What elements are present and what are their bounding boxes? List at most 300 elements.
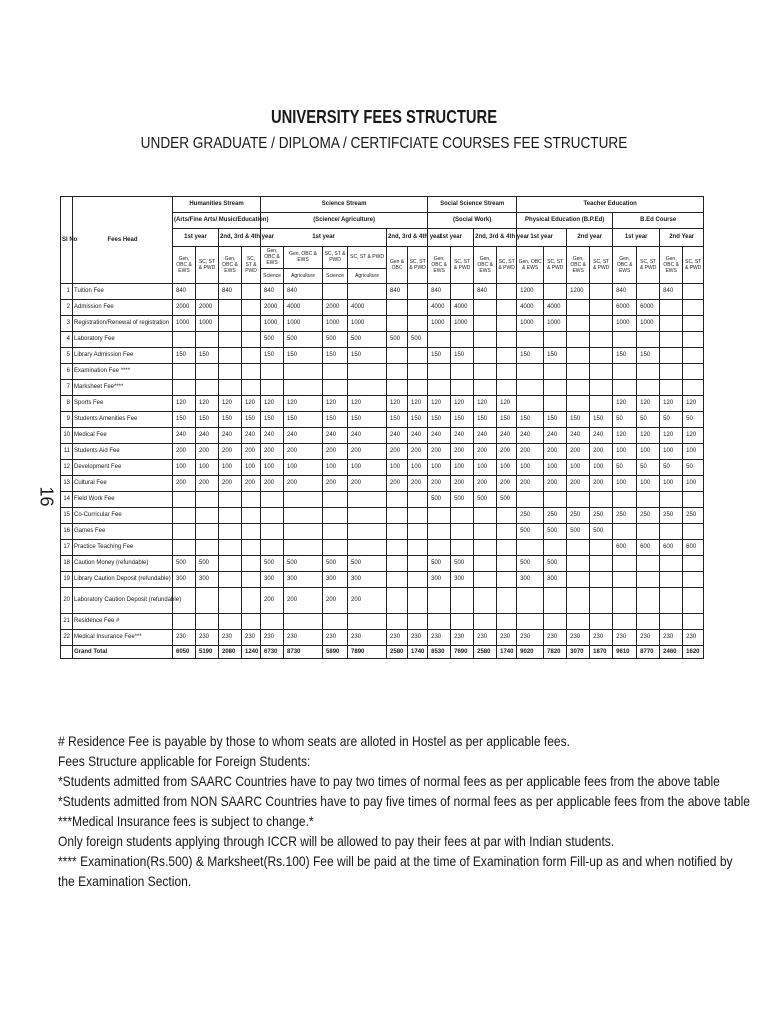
- fee-amount-cell: 200: [590, 476, 613, 492]
- fee-amount-cell: [196, 380, 219, 396]
- fee-amount-cell: 120: [261, 396, 284, 412]
- fee-amount-cell: [451, 614, 474, 630]
- fee-amount-cell: [408, 348, 428, 364]
- fee-amount-cell: [173, 540, 196, 556]
- fee-amount-cell: [517, 588, 544, 614]
- fee-amount-cell: 120: [660, 396, 683, 412]
- sl-no-cell: 5: [61, 348, 73, 364]
- fee-amount-cell: [451, 380, 474, 396]
- table-row: [61, 396, 704, 412]
- fee-amount-cell: [517, 396, 544, 412]
- fee-amount-cell: 100: [660, 444, 683, 460]
- fee-amount-cell: [219, 524, 242, 540]
- fee-amount-cell: 4000: [348, 300, 387, 316]
- fee-amount-cell: [196, 492, 219, 508]
- fee-amount-cell: 200: [261, 444, 284, 460]
- fee-amount-cell: [196, 524, 219, 540]
- fee-amount-cell: [517, 540, 544, 556]
- category-header: SC, ST & PWD: [497, 247, 517, 284]
- fee-amount-cell: [408, 572, 428, 588]
- sl-no-cell: 19: [61, 572, 73, 588]
- table-row: [61, 412, 704, 428]
- fee-amount-cell: [242, 556, 261, 572]
- fee-amount-cell: [590, 332, 613, 348]
- fee-amount-cell: 240: [544, 428, 567, 444]
- fee-amount-cell: [637, 614, 660, 630]
- fee-amount-cell: [544, 364, 567, 380]
- fee-amount-cell: 1000: [517, 316, 544, 332]
- fee-amount-cell: 100: [428, 460, 451, 476]
- fee-amount-cell: 150: [451, 348, 474, 364]
- page-number: 16: [36, 486, 57, 507]
- stream-header-row: [61, 197, 704, 213]
- fee-amount-cell: [474, 524, 497, 540]
- fee-amount-cell: 100: [408, 460, 428, 476]
- fee-amount-cell: 200: [348, 588, 387, 614]
- fee-amount-cell: [637, 492, 660, 508]
- fee-amount-cell: 150: [196, 412, 219, 428]
- fee-amount-cell: [497, 332, 517, 348]
- fee-amount-cell: [261, 364, 284, 380]
- fee-amount-cell: [683, 556, 704, 572]
- fee-amount-cell: 500: [348, 556, 387, 572]
- fee-amount-cell: [428, 508, 451, 524]
- fee-amount-cell: 2000: [173, 300, 196, 316]
- fee-amount-cell: [497, 284, 517, 300]
- fee-amount-cell: 100: [451, 460, 474, 476]
- fee-amount-cell: [408, 614, 428, 630]
- fee-amount-cell: 200: [242, 444, 261, 460]
- fee-amount-cell: 150: [517, 348, 544, 364]
- fee-amount-cell: 200: [544, 444, 567, 460]
- fee-amount-cell: 100: [613, 444, 637, 460]
- table-row: [61, 348, 704, 364]
- fee-amount-cell: 120: [242, 396, 261, 412]
- fee-amount-cell: 120: [196, 396, 219, 412]
- grand-total-label: Grand Total: [73, 646, 173, 659]
- fee-amount-cell: 300: [517, 572, 544, 588]
- fee-amount-cell: [590, 540, 613, 556]
- fee-amount-cell: 500: [590, 524, 613, 540]
- fee-amount-cell: [408, 492, 428, 508]
- fee-amount-cell: 100: [683, 444, 704, 460]
- fee-amount-cell: 100: [497, 460, 517, 476]
- table-row: [61, 364, 704, 380]
- fee-amount-cell: [474, 380, 497, 396]
- fee-amount-cell: [348, 508, 387, 524]
- fee-amount-cell: 500: [517, 556, 544, 572]
- bped-course: Physical Education (B.P.Ed): [517, 213, 613, 229]
- fee-amount-cell: 100: [683, 476, 704, 492]
- fee-amount-cell: 250: [660, 508, 683, 524]
- fee-amount-cell: 200: [173, 444, 196, 460]
- fee-amount-cell: 500: [196, 556, 219, 572]
- fee-head-cell: Residence Fee #: [73, 614, 173, 630]
- fee-amount-cell: 500: [261, 332, 284, 348]
- year-header: 1st year: [261, 229, 387, 247]
- fee-amount-cell: 230: [242, 630, 261, 646]
- fee-amount-cell: [428, 524, 451, 540]
- fee-amount-cell: 240: [451, 428, 474, 444]
- fee-amount-cell: [590, 364, 613, 380]
- fee-amount-cell: 150: [348, 348, 387, 364]
- fee-amount-cell: [323, 492, 348, 508]
- fee-head-cell: Tuition Fee: [73, 284, 173, 300]
- fee-amount-cell: [261, 524, 284, 540]
- fee-head-cell: Medical Fee: [73, 428, 173, 444]
- fee-amount-cell: 300: [451, 572, 474, 588]
- fee-amount-cell: 250: [567, 508, 590, 524]
- fee-amount-cell: [590, 572, 613, 588]
- fee-amount-cell: 200: [261, 588, 284, 614]
- fee-amount-cell: [613, 556, 637, 572]
- sl-no-cell: 16: [61, 524, 73, 540]
- fee-amount-cell: 230: [173, 630, 196, 646]
- table-row: [61, 588, 704, 614]
- fee-amount-cell: 200: [408, 476, 428, 492]
- fee-amount-cell: [637, 556, 660, 572]
- fee-amount-cell: 150: [173, 412, 196, 428]
- fee-amount-cell: 120: [348, 396, 387, 412]
- fee-amount-cell: [660, 332, 683, 348]
- fee-amount-cell: 240: [348, 428, 387, 444]
- fee-amount-cell: [497, 508, 517, 524]
- fee-amount-cell: [451, 540, 474, 556]
- grand-total-cell: 9020: [517, 646, 544, 659]
- fee-amount-cell: [408, 524, 428, 540]
- fee-amount-cell: [451, 364, 474, 380]
- fee-amount-cell: [517, 364, 544, 380]
- humanities-stream-header: Humanities Stream: [173, 197, 261, 213]
- fee-amount-cell: [660, 492, 683, 508]
- fee-amount-cell: [497, 380, 517, 396]
- year-header: 1st year: [173, 229, 219, 247]
- fee-amount-cell: [219, 348, 242, 364]
- fee-amount-cell: 1200: [567, 284, 590, 300]
- fee-amount-cell: [660, 524, 683, 540]
- fee-amount-cell: [544, 380, 567, 396]
- fee-amount-cell: [660, 316, 683, 332]
- sl-no-cell: 21: [61, 614, 73, 630]
- fee-amount-cell: [544, 284, 567, 300]
- sl-no-cell: 15: [61, 508, 73, 524]
- fee-amount-cell: [428, 540, 451, 556]
- fee-amount-cell: 50: [613, 460, 637, 476]
- fee-amount-cell: 230: [517, 630, 544, 646]
- fee-amount-cell: 840: [219, 284, 242, 300]
- fee-amount-cell: 230: [567, 630, 590, 646]
- fee-amount-cell: 120: [637, 396, 660, 412]
- fee-amount-cell: [173, 508, 196, 524]
- fee-amount-cell: [348, 492, 387, 508]
- fee-amount-cell: [284, 380, 323, 396]
- fee-amount-cell: [544, 492, 567, 508]
- fee-amount-cell: 500: [428, 492, 451, 508]
- fee-amount-cell: [242, 364, 261, 380]
- fee-amount-cell: 840: [261, 284, 284, 300]
- fee-amount-cell: 200: [408, 444, 428, 460]
- fee-amount-cell: 100: [284, 460, 323, 476]
- fee-amount-cell: [173, 524, 196, 540]
- fee-amount-cell: [683, 524, 704, 540]
- fee-amount-cell: 200: [348, 476, 387, 492]
- table-row: [61, 556, 704, 572]
- science-stream-header: Science Stream: [261, 197, 428, 213]
- teacher-education-header: Teacher Education: [517, 197, 704, 213]
- fees-table: [60, 196, 704, 659]
- fee-amount-cell: 100: [173, 460, 196, 476]
- fee-amount-cell: [660, 572, 683, 588]
- fee-amount-cell: 500: [323, 332, 348, 348]
- category-header: SC, ST & PWD: [590, 247, 613, 284]
- note-foreign-heading: Fees Structure applicable for Foreign Students:: [58, 753, 311, 769]
- fee-amount-cell: 50: [637, 460, 660, 476]
- fee-amount-cell: 600: [637, 540, 660, 556]
- fee-amount-cell: 150: [637, 348, 660, 364]
- fee-amount-cell: 200: [173, 476, 196, 492]
- fee-amount-cell: 150: [451, 412, 474, 428]
- social-science-courses: (Social Work): [428, 213, 517, 229]
- fee-amount-cell: [387, 348, 408, 364]
- fee-amount-cell: [637, 524, 660, 540]
- fee-amount-cell: [497, 588, 517, 614]
- fee-amount-cell: [348, 284, 387, 300]
- category-header: SC, ST & PWD: [683, 247, 704, 284]
- sl-no-cell: 8: [61, 396, 73, 412]
- fee-amount-cell: 150: [173, 348, 196, 364]
- fee-amount-cell: [387, 572, 408, 588]
- fee-amount-cell: [567, 380, 590, 396]
- table-row: [61, 460, 704, 476]
- sl-no-cell: 7: [61, 380, 73, 396]
- fee-amount-cell: [242, 492, 261, 508]
- fee-amount-cell: 240: [261, 428, 284, 444]
- fee-amount-cell: [683, 300, 704, 316]
- fee-amount-cell: [219, 556, 242, 572]
- fee-amount-cell: [261, 540, 284, 556]
- fee-amount-cell: [242, 508, 261, 524]
- fee-amount-cell: 200: [196, 476, 219, 492]
- fee-amount-cell: [613, 492, 637, 508]
- fee-amount-cell: 240: [387, 428, 408, 444]
- fee-amount-cell: [544, 614, 567, 630]
- table-row: [61, 380, 704, 396]
- category-header: Gen, OBC & EWS: [219, 247, 242, 284]
- fee-amount-cell: [323, 614, 348, 630]
- fee-amount-cell: 500: [387, 332, 408, 348]
- grand-total-cell: 7690: [451, 646, 474, 659]
- fee-amount-cell: 200: [261, 476, 284, 492]
- fee-amount-cell: [590, 300, 613, 316]
- fee-amount-cell: 500: [284, 332, 323, 348]
- fee-amount-cell: [567, 540, 590, 556]
- page-subtitle: UNDER GRADUATE / DIPLOMA / CERTIFCIATE COURSES FEE STRUCTURE: [140, 135, 628, 152]
- fee-amount-cell: 240: [517, 428, 544, 444]
- grand-total-cell: 1740: [408, 646, 428, 659]
- fee-amount-cell: [497, 316, 517, 332]
- fee-amount-cell: 500: [261, 556, 284, 572]
- fee-amount-cell: 600: [613, 540, 637, 556]
- fee-amount-cell: [660, 614, 683, 630]
- fee-amount-cell: [590, 396, 613, 412]
- fee-amount-cell: 200: [590, 444, 613, 460]
- fee-amount-cell: [242, 348, 261, 364]
- fee-head-cell: Medical Insurance Fee***: [73, 630, 173, 646]
- fee-amount-cell: [387, 556, 408, 572]
- fee-amount-cell: [196, 364, 219, 380]
- fee-amount-cell: 240: [219, 428, 242, 444]
- fee-amount-cell: 150: [428, 348, 451, 364]
- grand-total-row: [61, 646, 704, 659]
- fee-amount-cell: 230: [637, 630, 660, 646]
- fee-amount-cell: 500: [428, 556, 451, 572]
- fee-amount-cell: 100: [660, 476, 683, 492]
- fee-amount-cell: 1200: [517, 284, 544, 300]
- fee-amount-cell: 120: [613, 428, 637, 444]
- fee-amount-cell: [219, 508, 242, 524]
- empty-cell: [61, 646, 73, 659]
- fee-amount-cell: 240: [567, 428, 590, 444]
- sl-no-cell: 6: [61, 364, 73, 380]
- fee-amount-cell: [660, 556, 683, 572]
- fee-amount-cell: 200: [348, 444, 387, 460]
- fee-amount-cell: [219, 364, 242, 380]
- fee-amount-cell: 230: [348, 630, 387, 646]
- grand-total-cell: 1240: [242, 646, 261, 659]
- fee-amount-cell: [567, 572, 590, 588]
- fee-amount-cell: [637, 588, 660, 614]
- fee-amount-cell: [284, 540, 323, 556]
- fee-amount-cell: 300: [348, 572, 387, 588]
- fee-amount-cell: [590, 492, 613, 508]
- fee-head-cell: Admission Fee: [73, 300, 173, 316]
- grand-total-cell: 1620: [683, 646, 704, 659]
- sl-no-cell: 13: [61, 476, 73, 492]
- fee-amount-cell: 200: [428, 444, 451, 460]
- fees-table-container: [60, 196, 704, 659]
- fee-amount-cell: [284, 508, 323, 524]
- fee-amount-cell: [348, 364, 387, 380]
- fee-amount-cell: 150: [284, 412, 323, 428]
- table-row: [61, 492, 704, 508]
- sl-no-cell: 18: [61, 556, 73, 572]
- category-header: Gen, OBC & EWS: [261, 247, 284, 269]
- fee-amount-cell: [590, 380, 613, 396]
- fee-amount-cell: [637, 284, 660, 300]
- fee-head-cell: Practice Teaching Fee: [73, 540, 173, 556]
- fee-amount-cell: 230: [408, 630, 428, 646]
- fee-amount-cell: [196, 508, 219, 524]
- fee-amount-cell: 500: [408, 332, 428, 348]
- fee-amount-cell: 120: [408, 396, 428, 412]
- fee-amount-cell: [428, 332, 451, 348]
- fee-amount-cell: 150: [613, 348, 637, 364]
- fee-amount-cell: 120: [474, 396, 497, 412]
- fee-amount-cell: [637, 332, 660, 348]
- fee-amount-cell: [428, 380, 451, 396]
- fee-amount-cell: 1000: [637, 316, 660, 332]
- fee-amount-cell: [517, 492, 544, 508]
- fee-amount-cell: 2000: [323, 300, 348, 316]
- fee-amount-cell: [567, 316, 590, 332]
- table-row: [61, 524, 704, 540]
- fee-amount-cell: [474, 348, 497, 364]
- fee-amount-cell: [683, 572, 704, 588]
- sl-no-cell: 20: [61, 588, 73, 614]
- fee-amount-cell: 120: [387, 396, 408, 412]
- grand-total-cell: 8530: [428, 646, 451, 659]
- fee-amount-cell: 150: [428, 412, 451, 428]
- category-header: Gen, OBC & EWS: [284, 247, 323, 269]
- category-header: Gen, OBC & EWS: [613, 247, 637, 284]
- grand-total-cell: 6730: [261, 646, 284, 659]
- fee-amount-cell: 500: [451, 492, 474, 508]
- fee-amount-cell: [474, 614, 497, 630]
- fee-amount-cell: 230: [428, 630, 451, 646]
- year-header: 2nd Year: [660, 229, 704, 247]
- year-header: 1st year: [517, 229, 567, 247]
- fee-amount-cell: 4000: [544, 300, 567, 316]
- fee-amount-cell: [517, 614, 544, 630]
- fee-amount-cell: [408, 508, 428, 524]
- fee-amount-cell: [242, 540, 261, 556]
- fee-amount-cell: 500: [323, 556, 348, 572]
- fee-amount-cell: 100: [637, 444, 660, 460]
- fee-head-cell: Development Fee: [73, 460, 173, 476]
- fee-amount-cell: 4000: [451, 300, 474, 316]
- fee-amount-cell: 500: [173, 556, 196, 572]
- fee-amount-cell: 1000: [284, 316, 323, 332]
- fee-amount-cell: 600: [660, 540, 683, 556]
- fee-amount-cell: [660, 380, 683, 396]
- sl-no-header: Sl No: [61, 197, 73, 284]
- fee-amount-cell: [517, 332, 544, 348]
- table-row: [61, 284, 704, 300]
- fee-amount-cell: 200: [567, 476, 590, 492]
- fee-amount-cell: 150: [408, 412, 428, 428]
- fee-amount-cell: [173, 492, 196, 508]
- fee-amount-cell: [613, 332, 637, 348]
- category-header: Gen & OBC: [387, 247, 408, 284]
- fee-amount-cell: [683, 284, 704, 300]
- sl-no-cell: 11: [61, 444, 73, 460]
- fee-head-cell: Laboratory Fee: [73, 332, 173, 348]
- fee-amount-cell: 6000: [637, 300, 660, 316]
- table-row: [61, 316, 704, 332]
- sl-no-cell: 2: [61, 300, 73, 316]
- fee-amount-cell: [683, 614, 704, 630]
- fee-amount-cell: 840: [387, 284, 408, 300]
- fee-head-cell: Field Work Fee: [73, 492, 173, 508]
- fee-amount-cell: 100: [517, 460, 544, 476]
- fee-amount-cell: [683, 588, 704, 614]
- fee-amount-cell: [284, 364, 323, 380]
- fee-amount-cell: 150: [474, 412, 497, 428]
- fee-amount-cell: 200: [428, 476, 451, 492]
- fee-amount-cell: [497, 364, 517, 380]
- grand-total-cell: 2580: [474, 646, 497, 659]
- fee-amount-cell: [683, 380, 704, 396]
- fee-amount-cell: 150: [261, 348, 284, 364]
- fee-amount-cell: 50: [683, 460, 704, 476]
- fee-amount-cell: 50: [660, 460, 683, 476]
- fee-amount-cell: 150: [261, 412, 284, 428]
- fee-amount-cell: [660, 588, 683, 614]
- category-header: Gen, OBC & EWS: [660, 247, 683, 284]
- fee-amount-cell: 150: [323, 412, 348, 428]
- fee-amount-cell: [408, 540, 428, 556]
- category-header: SC, ST & PWD: [348, 247, 387, 269]
